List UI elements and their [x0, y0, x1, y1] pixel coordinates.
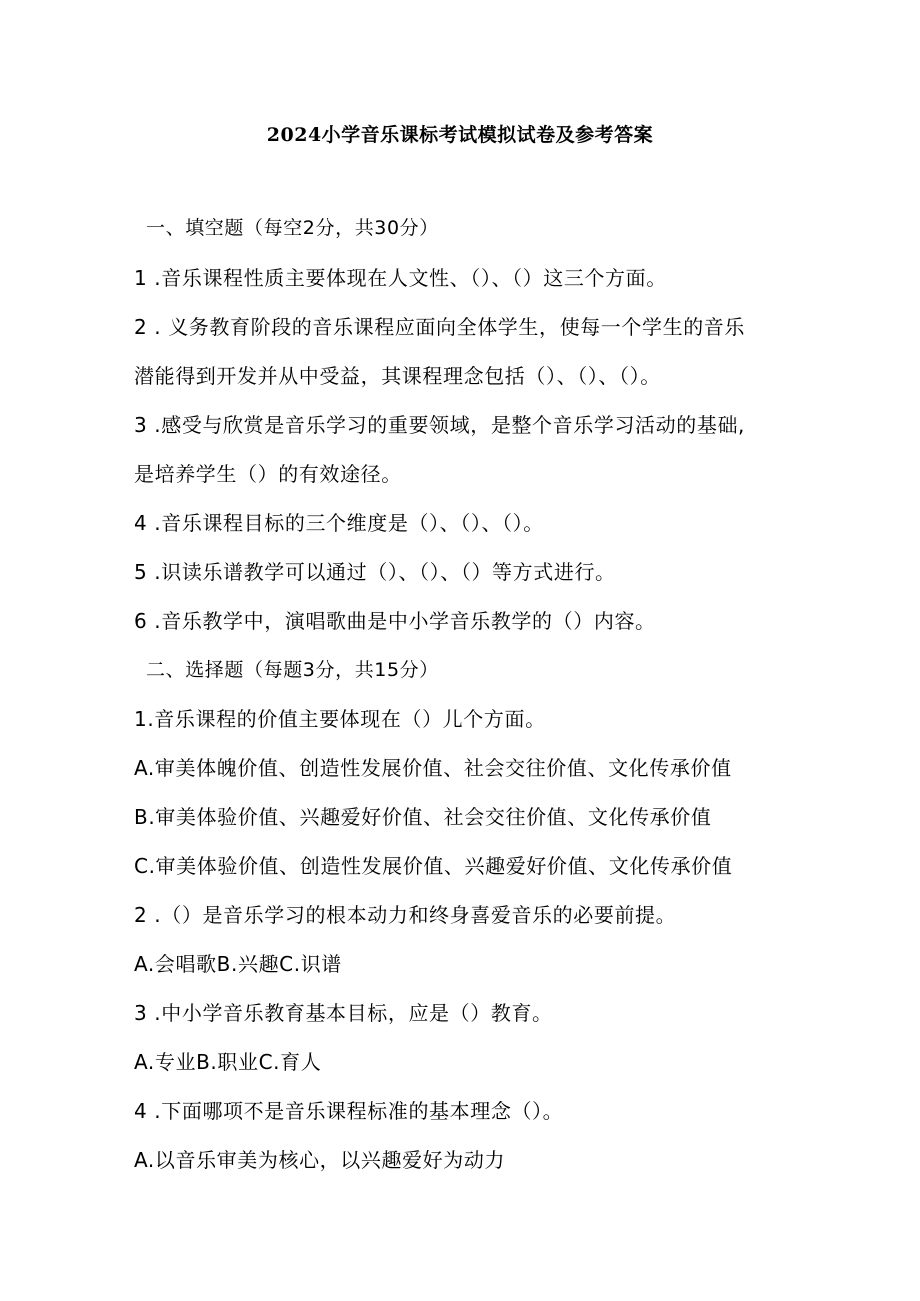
- question-line: 是培养学生（）的有效途径。: [134, 462, 402, 486]
- option-line: C.审美体验价值、创造性发展价值、兴趣爱好价值、文化传承价值: [134, 854, 733, 878]
- section-heading-multiple-choice: 二、选择题（每题3分，共15分）: [146, 659, 439, 681]
- question-line: 1 .音乐课程性质主要体现在人文性、（）、（）这三个方面。: [134, 266, 667, 290]
- option-line: A.审美体魄价值、创造性发展价值、社会交往价值、文化传承价值: [134, 756, 732, 780]
- question-line: 3 .感受与欣赏是音乐学习的重要领域，是整个音乐学习活动的基础,: [134, 413, 745, 437]
- question-line: 3 .中小学音乐教育基本目标，应是（）教育。: [134, 1001, 553, 1025]
- question-line: 2 . 义务教育阶段的音乐课程应面向全体学生，使每一个学生的音乐: [134, 315, 745, 339]
- question-line: 6 .音乐教学中，演唱歌曲是中小学音乐教学的（）内容。: [134, 609, 656, 633]
- section-heading-fill-in: 一、填空题（每空2分，共30分）: [146, 217, 439, 239]
- question-line: 4 .下面哪项不是音乐课程标准的基本理念（）。: [134, 1099, 564, 1123]
- question-line: 潜能得到开发并从中受益，其课程理念包括（）、（）、（）。: [134, 364, 661, 388]
- option-line: A.会唱歌B.兴趣C.识谱: [134, 952, 342, 976]
- option-line: A.专业B.职业C.育人: [134, 1050, 322, 1074]
- document-title: 2024小学音乐课标考试模拟试卷及参考答案: [266, 124, 654, 146]
- question-line: 1.音乐课程的价值主要体现在（）儿个方面。: [134, 707, 546, 731]
- option-line: A.以音乐审美为核心，以兴趣爱好为动力: [134, 1148, 506, 1172]
- option-line: B.审美体验价值、兴趣爱好价值、社会交往价值、文化传承价值: [134, 805, 712, 829]
- question-line: 5 .识读乐谱教学可以通过（）、（）、（）等方式进行。: [134, 560, 616, 584]
- question-line: 4 .音乐课程目标的三个维度是（）、（）、（）。: [134, 511, 544, 535]
- question-line: 2 .（）是音乐学习的根本动力和终身喜爱音乐的必要前提。: [134, 903, 677, 927]
